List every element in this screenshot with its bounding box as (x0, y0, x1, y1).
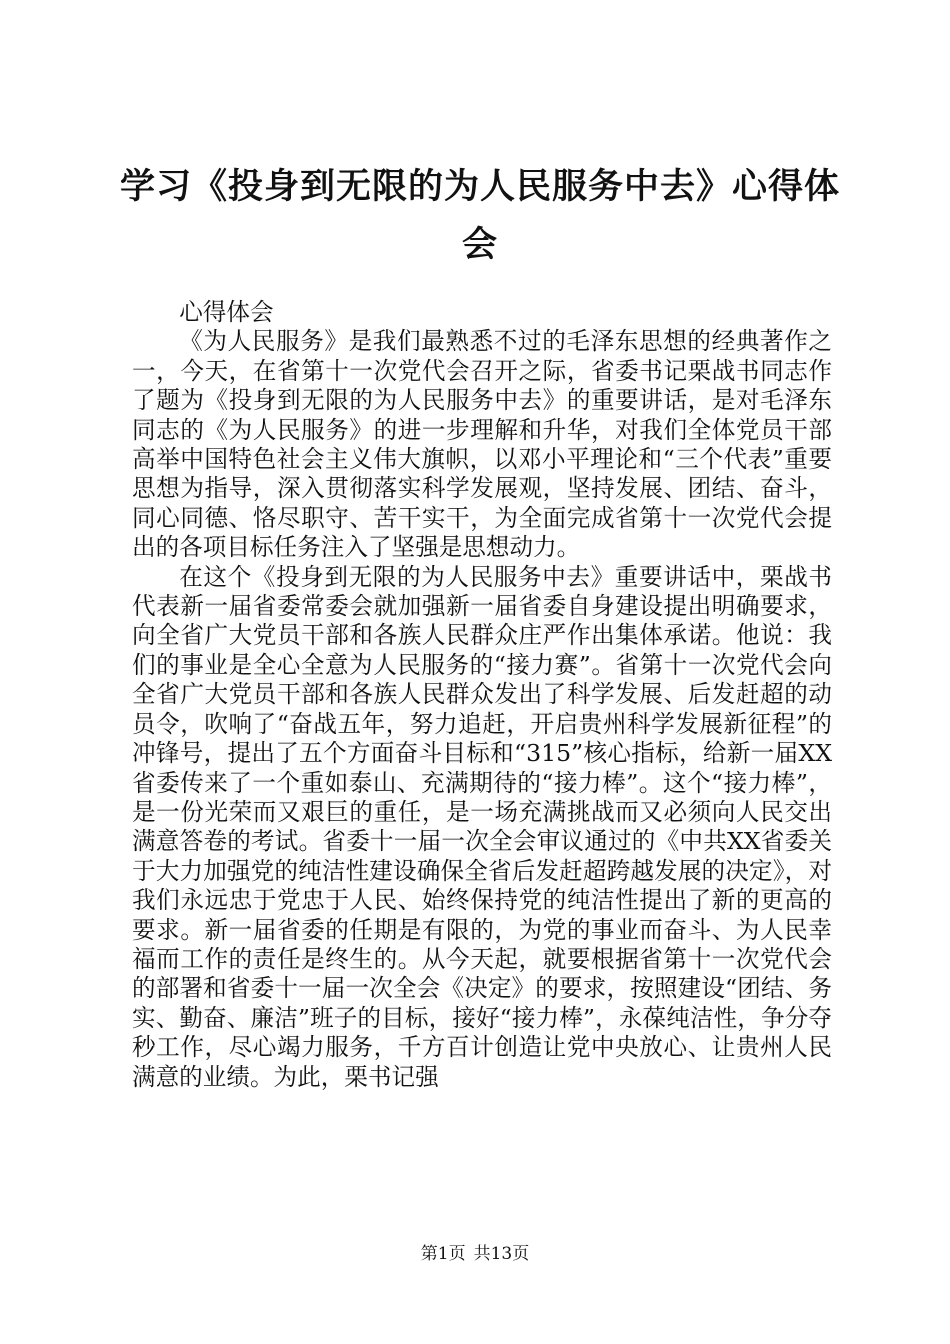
body-paragraph: 《为人民服务》是我们最熟悉不过的毛泽东思想的经典著作之一，今天，在省第十一次党代会召开之际，省委书记栗战书同志作了题为《投身到无限的为人民服务中去》的重要讲话，是对毛泽东同志的《为人民服务》的进一步理解和升华，对我们全体党员干部高举中国特色社会主义伟大旗帜，以邓小平理论和“三个代表”重要思想为指导，深入贯彻落实科学发展观，坚持发展、团结、奋斗，同心同德、恪尽职守、苦干实干，为全面完成省第十一次党代会提出的各项目标任务注入了坚强是思想动力。 (132, 327, 832, 562)
page-number: 第1页 (420, 1244, 466, 1264)
body-paragraph: 心得体会 (179, 298, 274, 326)
document-title: 学习《投身到无限的为人民服务中去》心得体会 (120, 167, 841, 265)
document-body (132, 298, 832, 1092)
body-paragraph: 在这个《投身到无限的为人民服务中去》重要讲话中，栗战书代表新一届省委常委会就加强新一届省委自身建设提出明确要求，向全省广大党员干部和各族人民群众庄严作出集体承诺。他说：我们的事业是全心全意为人民服务的“接力赛”。省第十一次党代会向全省广大党员干部和各族人民群众发出了科学发展、后发赶超的动员令，吹响了“奋战五年，努力追赶，开启贵州科学发展新征程”的冲锋号，提出了五个方面奋斗目标和“315”核心指标，给新一届XX省委传来了一个重如泰山、充满期待的“接力棒”。这个“接力棒”，是一份光荣而又艰巨的重任，是一场充满挑战而又必须向人民交出满意答卷的考试。省委十一届一次全会审议通过的《中共XX省委关于大力加强党的纯洁性建设确保全省后发赶超跨越发展的决定》，对我们永远忠于党忠于人民、始终保持党的纯洁性提出了新的更高的要求。新一届省委的任期是有限的，为党的事业而奋斗、为人民幸福而工作的责任是终生的。从今天起，就要根据省第十一次党代会的部署和省委十一届一次全会《决定》的要求，按照建设“团结、务实、勤奋、廉洁”班子的目标，接好“接力棒”，永葆纯洁性，争分夺秒工作，尽心竭力服务，千方百计创造让党中央放心、让贵州人民满意的业绩。为此，栗书记强 (132, 562, 832, 1091)
page-footer (0, 1243, 950, 1265)
page-total: 共13页 (473, 1244, 530, 1264)
